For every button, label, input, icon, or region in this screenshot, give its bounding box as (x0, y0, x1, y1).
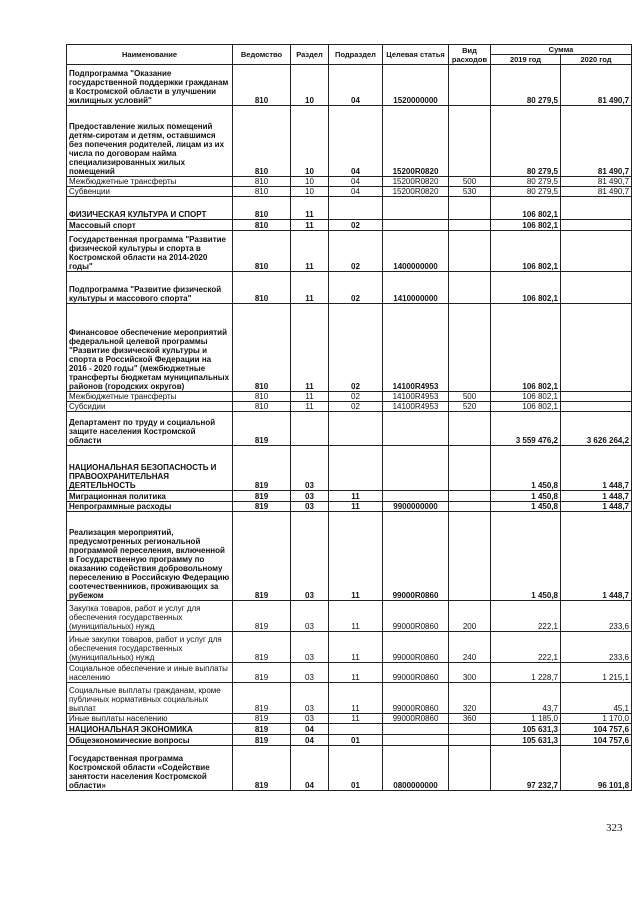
header-sum: Сумма (491, 45, 632, 55)
header-expense-type: Вид расходов (449, 45, 491, 65)
cell-tgt: 14100R4953 (383, 402, 449, 412)
cell-sec: 03 (291, 683, 329, 714)
cell-sec: 10 (291, 177, 329, 187)
cell-vr (449, 197, 491, 220)
cell-sec: 10 (291, 187, 329, 197)
cell-tgt (383, 220, 449, 231)
cell-v1: 3 559 476,2 (491, 412, 561, 446)
cell-sub: 02 (329, 402, 383, 412)
cell-sec: 11 (291, 304, 329, 392)
cell-dept: 819 (233, 632, 291, 663)
cell-name: Предоставление жилых помещений детям-сиротам и детям, оставшимся без попечения родителей, лицам из их числа по договорам найма специализированных жилых помещений (67, 106, 233, 177)
cell-v1: 106 802,1 (491, 304, 561, 392)
table-row (67, 392, 632, 402)
cell-sec: 04 (291, 724, 329, 735)
cell-v2 (561, 402, 632, 412)
cell-dept: 819 (233, 663, 291, 683)
cell-sec: 03 (291, 512, 329, 601)
table-row (67, 491, 632, 502)
table-row (67, 714, 632, 724)
cell-name: Межбюджетные трансферты (67, 177, 233, 187)
cell-name: Межбюджетные трансферты (67, 392, 233, 402)
cell-sec: 11 (291, 220, 329, 231)
cell-sub: 04 (329, 177, 383, 187)
cell-v1: 106 802,1 (491, 392, 561, 402)
cell-v2 (561, 220, 632, 231)
cell-name: Подпрограмма "Оказание государственной поддержки гражданам в Костромской области в улучшении жилищных условий" (67, 65, 233, 106)
cell-name: НАЦИОНАЛЬНАЯ ЭКОНОМИКА (67, 724, 233, 735)
cell-tgt: 99000R0860 (383, 663, 449, 683)
cell-vr (449, 491, 491, 502)
cell-sub: 02 (329, 231, 383, 272)
cell-dept: 810 (233, 177, 291, 187)
cell-sub: 11 (329, 601, 383, 632)
cell-sub: 11 (329, 683, 383, 714)
cell-name: Департамент по труду и социальной защите населения Костромской области (67, 412, 233, 446)
table-row (67, 683, 632, 714)
cell-dept: 810 (233, 187, 291, 197)
cell-sec (291, 412, 329, 446)
cell-sub: 11 (329, 632, 383, 663)
cell-vr (449, 231, 491, 272)
cell-dept: 819 (233, 601, 291, 632)
cell-v2: 1 215,1 (561, 663, 632, 683)
cell-tgt: 15200R0820 (383, 106, 449, 177)
table-row (67, 601, 632, 632)
cell-v2: 1 170,0 (561, 714, 632, 724)
cell-tgt: 9900000000 (383, 502, 449, 512)
cell-v1: 43,7 (491, 683, 561, 714)
cell-vr (449, 746, 491, 791)
cell-vr: 520 (449, 402, 491, 412)
cell-name: Миграционная политика (67, 491, 233, 502)
cell-sub: 11 (329, 502, 383, 512)
cell-v2: 45,1 (561, 683, 632, 714)
cell-tgt: 1400000000 (383, 231, 449, 272)
cell-v2: 233,6 (561, 632, 632, 663)
cell-v2: 3 626 264,2 (561, 412, 632, 446)
cell-v1: 106 802,1 (491, 220, 561, 231)
cell-v1: 1 450,8 (491, 491, 561, 502)
cell-dept: 819 (233, 502, 291, 512)
cell-v1: 80 279,5 (491, 65, 561, 106)
cell-dept: 819 (233, 491, 291, 502)
header-target: Целевая статья (383, 45, 449, 65)
table-row (67, 231, 632, 272)
cell-dept: 819 (233, 735, 291, 746)
cell-vr (449, 272, 491, 304)
cell-name: Социальные выплаты гражданам, кроме публичных нормативных социальных выплат (67, 683, 233, 714)
cell-tgt (383, 446, 449, 491)
cell-tgt: 99000R0860 (383, 714, 449, 724)
budget-table (66, 44, 632, 791)
cell-v2: 1 448,7 (561, 446, 632, 491)
cell-v2: 1 448,7 (561, 491, 632, 502)
cell-name: Массовый спорт (67, 220, 233, 231)
cell-v2: 96 101,8 (561, 746, 632, 791)
table-row (67, 412, 632, 446)
cell-v1: 222,1 (491, 632, 561, 663)
table-body (67, 65, 632, 791)
header-name: Наименование (67, 45, 233, 65)
cell-name: НАЦИОНАЛЬНАЯ БЕЗОПАСНОСТЬ И ПРАВООХРАНИТЕЛЬНАЯ ДЕЯТЕЛЬНОСТЬ (67, 446, 233, 491)
cell-sub: 04 (329, 65, 383, 106)
cell-v1: 80 279,5 (491, 177, 561, 187)
cell-v2: 81 490,7 (561, 187, 632, 197)
cell-name: Субсидии (67, 402, 233, 412)
cell-v2 (561, 392, 632, 402)
cell-vr (449, 724, 491, 735)
cell-v1: 222,1 (491, 601, 561, 632)
header-dept: Ведомство (233, 45, 291, 65)
cell-v2: 1 448,7 (561, 512, 632, 601)
cell-v1: 80 279,5 (491, 106, 561, 177)
cell-name: Субвенции (67, 187, 233, 197)
cell-sec: 11 (291, 197, 329, 220)
cell-v1: 106 802,1 (491, 197, 561, 220)
cell-sec: 03 (291, 446, 329, 491)
cell-tgt: 1520000000 (383, 65, 449, 106)
cell-dept: 810 (233, 106, 291, 177)
cell-dept: 819 (233, 746, 291, 791)
cell-v2: 104 757,6 (561, 735, 632, 746)
cell-sec: 03 (291, 491, 329, 502)
cell-dept: 819 (233, 512, 291, 601)
cell-sec: 11 (291, 272, 329, 304)
cell-name: Социальное обеспечение и иные выплаты населению (67, 663, 233, 683)
cell-dept: 810 (233, 65, 291, 106)
cell-v1: 1 228,7 (491, 663, 561, 683)
cell-name: Финансовое обеспечение мероприятий федеральной целевой программы "Развитие физической культуры и спорта в Российской Федерации на 2016 - 2020 годы" (межбюджетные трансферты бюджетам муниципальных районов (городских округов) (67, 304, 233, 392)
cell-tgt: 14100R4953 (383, 392, 449, 402)
cell-v1: 1 185,0 (491, 714, 561, 724)
cell-sec: 03 (291, 663, 329, 683)
cell-name: Иные закупки товаров, работ и услуг для обеспечения государственных (муниципальных) нужд (67, 632, 233, 663)
cell-v2 (561, 231, 632, 272)
cell-tgt: 99000R0860 (383, 601, 449, 632)
cell-v1: 105 631,3 (491, 724, 561, 735)
table-row (67, 735, 632, 746)
cell-tgt (383, 491, 449, 502)
cell-vr (449, 512, 491, 601)
cell-vr: 500 (449, 392, 491, 402)
cell-tgt: 15200R0820 (383, 177, 449, 187)
cell-sec: 10 (291, 106, 329, 177)
cell-v1: 105 631,3 (491, 735, 561, 746)
cell-name: ФИЗИЧЕСКАЯ КУЛЬТУРА И СПОРТ (67, 197, 233, 220)
cell-tgt (383, 724, 449, 735)
cell-dept: 810 (233, 392, 291, 402)
table-row (67, 304, 632, 392)
table-row (67, 632, 632, 663)
cell-sub: 11 (329, 491, 383, 502)
header-year-2020: 2020 год (561, 55, 632, 65)
cell-sub: 02 (329, 392, 383, 402)
table-row (67, 512, 632, 601)
cell-dept: 819 (233, 412, 291, 446)
cell-v2: 81 490,7 (561, 65, 632, 106)
cell-sub (329, 197, 383, 220)
cell-v1: 1 450,8 (491, 446, 561, 491)
table-row (67, 746, 632, 791)
cell-vr (449, 65, 491, 106)
cell-tgt: 99000R0860 (383, 683, 449, 714)
cell-v1: 106 802,1 (491, 272, 561, 304)
cell-sec: 03 (291, 601, 329, 632)
cell-vr: 200 (449, 601, 491, 632)
cell-dept: 819 (233, 446, 291, 491)
table-row (67, 106, 632, 177)
cell-dept: 810 (233, 231, 291, 272)
table-row (67, 502, 632, 512)
cell-v2 (561, 272, 632, 304)
cell-sub: 04 (329, 187, 383, 197)
cell-v1: 1 450,8 (491, 512, 561, 601)
cell-vr: 360 (449, 714, 491, 724)
cell-sec: 03 (291, 714, 329, 724)
cell-sec: 03 (291, 632, 329, 663)
cell-vr: 530 (449, 187, 491, 197)
table-row (67, 663, 632, 683)
cell-vr (449, 304, 491, 392)
table-row (67, 197, 632, 220)
cell-v2: 81 490,7 (561, 106, 632, 177)
cell-v1: 97 232,7 (491, 746, 561, 791)
cell-dept: 819 (233, 714, 291, 724)
cell-v2 (561, 197, 632, 220)
cell-name: Иные выплаты населению (67, 714, 233, 724)
cell-dept: 810 (233, 220, 291, 231)
page-number: 323 (606, 822, 623, 834)
cell-v2: 81 490,7 (561, 177, 632, 187)
cell-sub: 02 (329, 272, 383, 304)
cell-dept: 819 (233, 683, 291, 714)
table-row (67, 402, 632, 412)
cell-name: Общеэкономические вопросы (67, 735, 233, 746)
cell-sub: 02 (329, 304, 383, 392)
cell-sec: 04 (291, 735, 329, 746)
cell-sec: 10 (291, 65, 329, 106)
cell-v1: 106 802,1 (491, 231, 561, 272)
cell-tgt (383, 735, 449, 746)
cell-v1: 1 450,8 (491, 502, 561, 512)
cell-name: Непрограммные расходы (67, 502, 233, 512)
cell-tgt: 1410000000 (383, 272, 449, 304)
cell-sub (329, 724, 383, 735)
header-year-2019: 2019 год (491, 55, 561, 65)
cell-sub (329, 446, 383, 491)
table-row (67, 724, 632, 735)
cell-sec: 04 (291, 746, 329, 791)
cell-sec: 11 (291, 392, 329, 402)
cell-v2: 1 448,7 (561, 502, 632, 512)
table-row (67, 65, 632, 106)
cell-vr (449, 220, 491, 231)
cell-sub: 02 (329, 220, 383, 231)
table-row (67, 220, 632, 231)
cell-sec: 11 (291, 402, 329, 412)
cell-vr: 240 (449, 632, 491, 663)
cell-vr: 320 (449, 683, 491, 714)
cell-sec: 03 (291, 502, 329, 512)
cell-dept: 819 (233, 724, 291, 735)
cell-v1: 80 279,5 (491, 187, 561, 197)
cell-sub: 01 (329, 735, 383, 746)
cell-vr: 500 (449, 177, 491, 187)
cell-tgt (383, 412, 449, 446)
cell-dept: 810 (233, 272, 291, 304)
cell-vr (449, 412, 491, 446)
cell-sub: 11 (329, 663, 383, 683)
table-row (67, 187, 632, 197)
header-section: Раздел (291, 45, 329, 65)
cell-tgt: 0800000000 (383, 746, 449, 791)
cell-dept: 810 (233, 197, 291, 220)
cell-dept: 810 (233, 304, 291, 392)
cell-sub: 11 (329, 714, 383, 724)
cell-tgt: 14100R4953 (383, 304, 449, 392)
cell-v2: 233,6 (561, 601, 632, 632)
cell-vr: 300 (449, 663, 491, 683)
cell-v2: 104 757,6 (561, 724, 632, 735)
cell-vr (449, 106, 491, 177)
cell-sub (329, 412, 383, 446)
cell-sec: 11 (291, 231, 329, 272)
table-row (67, 272, 632, 304)
cell-tgt: 99000R0860 (383, 512, 449, 601)
cell-tgt: 99000R0860 (383, 632, 449, 663)
cell-vr (449, 735, 491, 746)
cell-vr (449, 446, 491, 491)
cell-name: Подпрограмма "Развитие физической культуры и массового спорта" (67, 272, 233, 304)
cell-name: Закупка товаров, работ и услуг для обеспечения государственных (муниципальных) нужд (67, 601, 233, 632)
cell-dept: 810 (233, 402, 291, 412)
cell-name: Государственная программа "Развитие физической культуры и спорта в Костромской области на 2014-2020 годы" (67, 231, 233, 272)
header-subsection: Подраздел (329, 45, 383, 65)
cell-name: Государственная программа Костромской области «Содействие занятости населения Костромской области» (67, 746, 233, 791)
table-row (67, 446, 632, 491)
cell-v1: 106 802,1 (491, 402, 561, 412)
cell-tgt: 15200R0820 (383, 187, 449, 197)
cell-sub: 01 (329, 746, 383, 791)
table-row (67, 177, 632, 187)
cell-tgt (383, 197, 449, 220)
cell-sub: 11 (329, 512, 383, 601)
cell-sub: 04 (329, 106, 383, 177)
cell-vr (449, 502, 491, 512)
cell-v2 (561, 304, 632, 392)
cell-name: Реализация мероприятий, предусмотренных региональной программой переселения, включенной в Государственную программу по оказанию содействия добровольному переселению в Российскую Федерацию соотечественников, проживающих за рубежом (67, 512, 233, 601)
